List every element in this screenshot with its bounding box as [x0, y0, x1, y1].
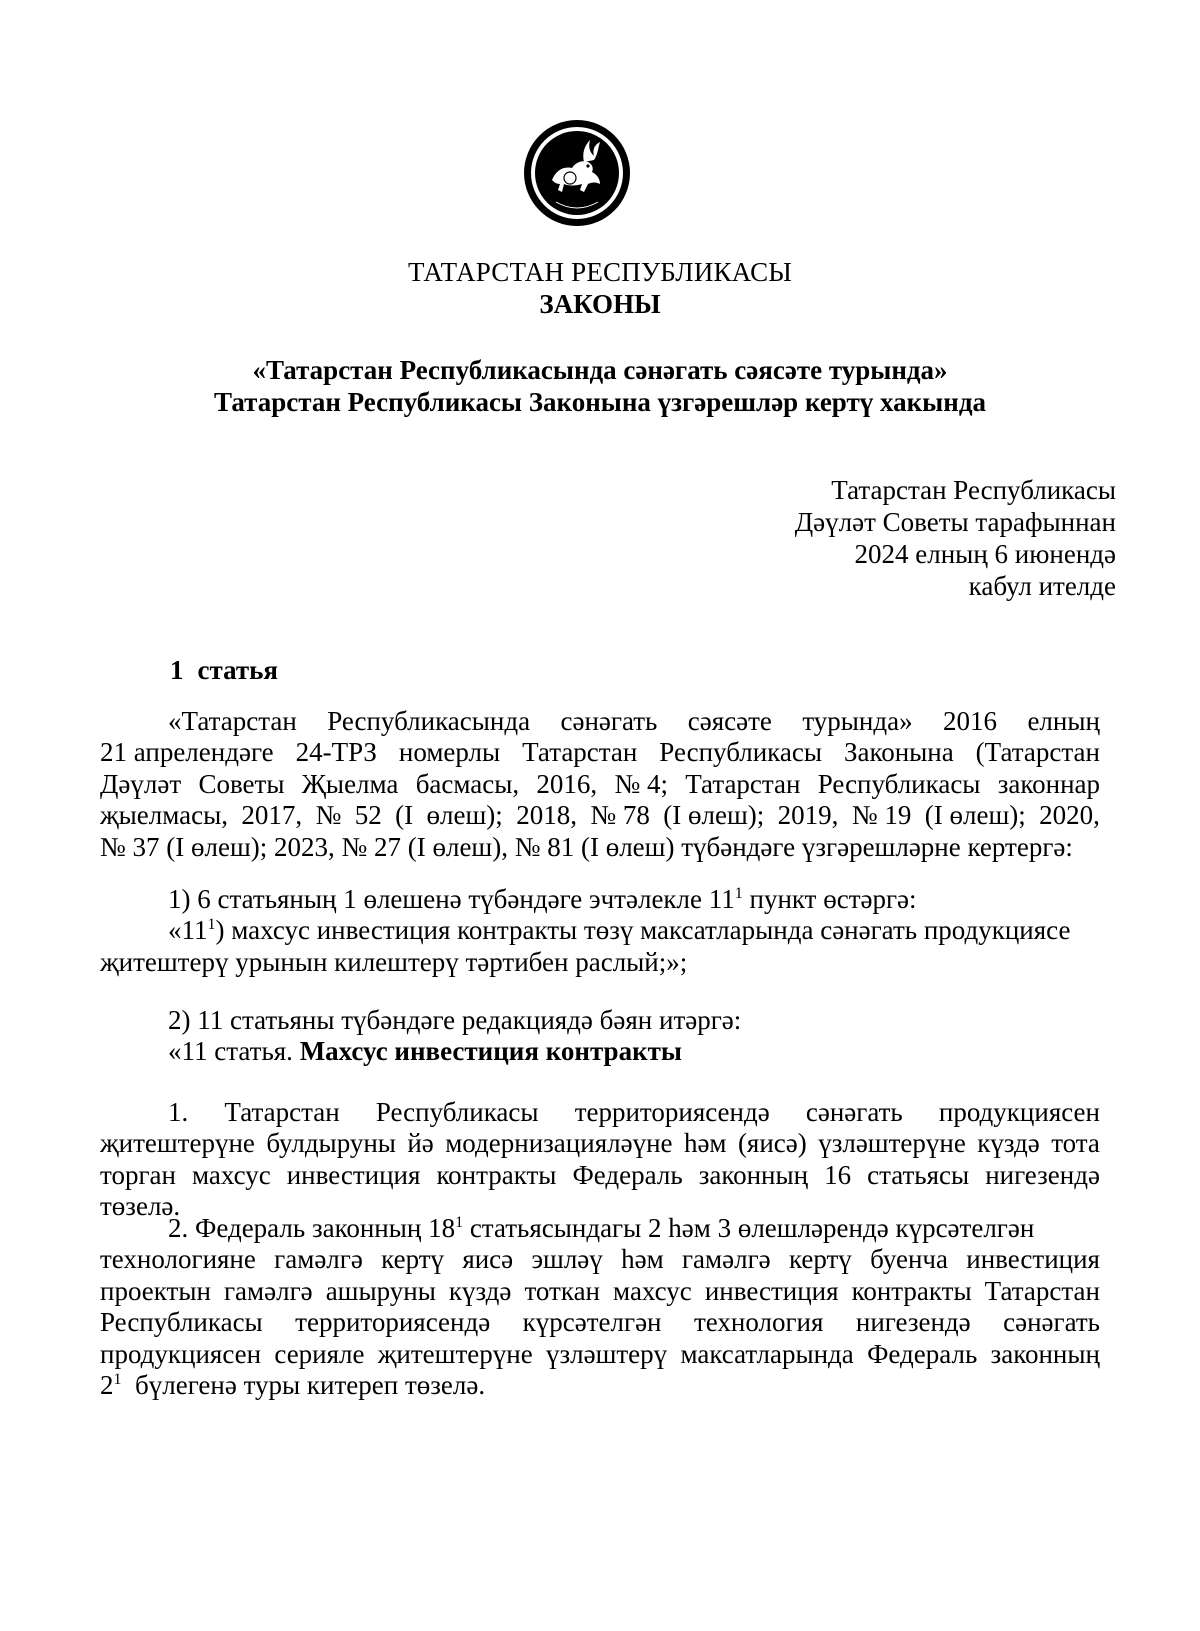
- text-line: 2) 11 статьяны түбәндәге редакциядә бәян итәргә:: [168, 1005, 742, 1035]
- word: 2016,: [536, 768, 598, 799]
- justified-line: [100, 706, 1100, 737]
- word: җыелмасы,: [100, 800, 229, 831]
- justified-line: [100, 1276, 1100, 1307]
- word: Законына: [843, 737, 954, 768]
- word: инвестиция: [704, 1275, 839, 1306]
- word: гамәлгә: [223, 1275, 313, 1306]
- word: Татарстан: [224, 1097, 340, 1127]
- word: (I өлеш);: [924, 800, 1026, 831]
- adoption-note: [795, 474, 1116, 602]
- paragraph-2: [100, 1213, 1100, 1401]
- word: продукциясен: [100, 1338, 262, 1369]
- word: законның: [990, 1338, 1100, 1369]
- text-span: «11 статья.: [168, 1036, 300, 1067]
- text-span: «11: [168, 915, 208, 946]
- justified-line: [100, 769, 1100, 800]
- word: № 78: [590, 800, 650, 831]
- word: Республикасы: [100, 1307, 263, 1338]
- word: технология: [693, 1307, 824, 1338]
- word: Республикасы: [375, 1097, 539, 1127]
- superscript: 1: [455, 1214, 464, 1231]
- word: җитештерүне: [377, 1338, 533, 1369]
- word: өлеш);: [426, 800, 503, 831]
- text-line: [100, 915, 1100, 946]
- word: 2019,: [777, 800, 839, 831]
- word: № 4;: [614, 768, 668, 799]
- word: басмасы,: [415, 768, 520, 799]
- word: 2017,: [241, 800, 303, 831]
- word: торган: [100, 1159, 176, 1190]
- word: 52: [354, 800, 382, 831]
- justified-line: [100, 1339, 1100, 1370]
- header-republic: ТАТАРСТАН РЕСПУБЛИКАСЫ: [407, 257, 793, 287]
- word: кертү: [381, 1244, 445, 1275]
- justified-line: [100, 1244, 1100, 1275]
- word: 2016: [943, 706, 998, 736]
- word: сәясәте: [687, 706, 772, 736]
- word: тоткан: [524, 1275, 600, 1306]
- law-title-line-1: «Татарстан Республикасында сәнәгать сәясәте турында»: [252, 355, 948, 385]
- word: Республикасы: [659, 737, 822, 768]
- text-line: № 37 (I өлеш); 2023, № 27 (I өлеш), № 81 (I өлеш) түбәндәге үзгәрешләрне кертергә:: [100, 831, 1073, 862]
- word: территориясендә: [574, 1097, 770, 1127]
- word: буенча: [870, 1244, 948, 1275]
- word: 2020,: [1039, 800, 1100, 831]
- article-11-title: Махсус инвестиция контракты: [299, 1036, 682, 1067]
- justified-line: [100, 1097, 1100, 1128]
- word: махсус: [191, 1159, 271, 1190]
- word: җитештерүне: [100, 1128, 255, 1159]
- word: №: [315, 800, 342, 831]
- word: Республикасы: [817, 768, 981, 799]
- word: законнар: [997, 768, 1100, 799]
- law-title-line-2: Татарстан Республикасы Законына үзгәрешләр кертү хакында: [214, 387, 986, 417]
- word: статьясы: [867, 1159, 970, 1190]
- word: ашыруны: [325, 1275, 436, 1306]
- word: кертү: [788, 1244, 852, 1275]
- word: нигезендә: [985, 1159, 1100, 1190]
- word: 16: [824, 1159, 852, 1190]
- header-law: ЗАКОНЫ: [539, 289, 661, 319]
- word: 1.: [168, 1097, 189, 1127]
- text-span: пункт өстәргә:: [742, 884, 917, 914]
- tatarstan-emblem-icon: [522, 118, 632, 228]
- word: технологияне: [100, 1244, 256, 1275]
- word: Дәүләт: [100, 768, 182, 799]
- item-1: [100, 884, 1100, 978]
- word: серияле: [274, 1338, 365, 1369]
- text-line: [100, 884, 1100, 915]
- text-line: [100, 1213, 1100, 1244]
- text-line: төзелә.: [100, 1191, 181, 1222]
- word: елның: [1027, 706, 1100, 736]
- word: гамәлгә: [681, 1244, 771, 1275]
- word: Татарстан: [522, 737, 638, 768]
- word: 21 апрелендәге: [100, 737, 274, 768]
- word: Федераль: [867, 1338, 978, 1369]
- word: № 19: [851, 800, 912, 831]
- word: күздә: [448, 1275, 512, 1306]
- text-span: 2: [100, 1369, 114, 1400]
- text-span: статьясындагы 2 һәм 3 өлешләрендә күрсәтелгән: [463, 1213, 1035, 1243]
- word: сәнәгать: [560, 706, 658, 736]
- word: Татарстан: [984, 1275, 1100, 1306]
- superscript: 1: [113, 1370, 122, 1388]
- word: модернизацияләүне: [445, 1128, 673, 1159]
- word: сәнәгать: [805, 1097, 903, 1127]
- paragraph-1: [100, 1097, 1100, 1223]
- text-span: бүлегенә туры китереп төзелә.: [121, 1369, 486, 1400]
- article-label: статья: [197, 655, 279, 685]
- word: Республикасында: [327, 706, 531, 736]
- word: яисә: [462, 1244, 514, 1275]
- word: тота: [1051, 1128, 1100, 1159]
- word: нигезендә: [855, 1307, 971, 1338]
- word: турында»: [802, 706, 913, 736]
- superscript: 1: [734, 885, 743, 902]
- word: үзләштерүне: [818, 1128, 966, 1159]
- word: 2018,: [516, 800, 577, 831]
- text-span: 1) 6 статьяның 1 өлешенә түбәндәге эчтәлекле 11: [168, 884, 735, 914]
- word: инвестиция: [966, 1244, 1100, 1275]
- adoption-line: Татарстан Республикасы: [831, 475, 1116, 505]
- word: контракты: [436, 1159, 557, 1190]
- word: махсус: [613, 1275, 692, 1306]
- word: һәм: [621, 1244, 664, 1275]
- word: Советы: [198, 768, 285, 799]
- word: (яисә): [737, 1128, 807, 1159]
- word: 24-ТРЗ: [295, 737, 377, 768]
- text-span: ) махсус инвестиция контракты төзү максатларында сәнәгать продукциясе: [215, 915, 1071, 946]
- word: проектын: [100, 1275, 211, 1306]
- adoption-line: кабул ителде: [968, 571, 1116, 601]
- justified-line: [100, 1307, 1100, 1338]
- text-span: 2. Федераль законның 18: [168, 1213, 456, 1243]
- article-heading: [170, 654, 278, 686]
- justified-line: [100, 800, 1100, 831]
- word: (Татарстан: [975, 737, 1100, 768]
- text-line: [100, 1036, 1100, 1067]
- justified-line: [100, 1128, 1100, 1159]
- article-number: 1: [170, 655, 184, 685]
- word: Татарстан: [685, 768, 801, 799]
- adoption-line: 2024 елның 6 июнендә: [854, 539, 1116, 569]
- word: (I: [395, 800, 414, 831]
- word: контракты: [851, 1275, 972, 1306]
- word: Федераль: [572, 1159, 683, 1190]
- word: һәм: [683, 1128, 727, 1159]
- word: (I өлеш);: [663, 800, 765, 831]
- adoption-line: Дәүләт Советы тарафыннан: [794, 507, 1116, 537]
- word: күрсәтелгән: [522, 1307, 662, 1338]
- word: продукциясен: [938, 1097, 1100, 1127]
- word: үзләштерү: [545, 1338, 668, 1369]
- text-line: [100, 1370, 1100, 1401]
- word: максатларында: [680, 1338, 854, 1369]
- word: «Татарстан: [168, 706, 297, 736]
- word: күздә: [977, 1128, 1040, 1159]
- intro-paragraph: [100, 706, 1100, 863]
- word: Җыелма: [301, 768, 399, 799]
- superscript: 1: [207, 916, 216, 934]
- text-line: җитештерү урынын килештерү тәртибен раслый;»;: [100, 946, 688, 977]
- word: сәнәгать: [1003, 1307, 1100, 1338]
- justified-line: [100, 737, 1100, 768]
- word: эшләү: [531, 1244, 603, 1275]
- word: инвестиция: [286, 1159, 421, 1190]
- word: законның: [698, 1159, 809, 1190]
- justified-line: [100, 1160, 1100, 1191]
- word: номерлы: [398, 737, 501, 768]
- word: булдыруны: [266, 1128, 396, 1159]
- word: гамәлгә: [274, 1244, 363, 1275]
- item-2: [100, 1005, 1100, 1068]
- word: йә: [407, 1128, 434, 1159]
- word: территориясендә: [295, 1307, 491, 1338]
